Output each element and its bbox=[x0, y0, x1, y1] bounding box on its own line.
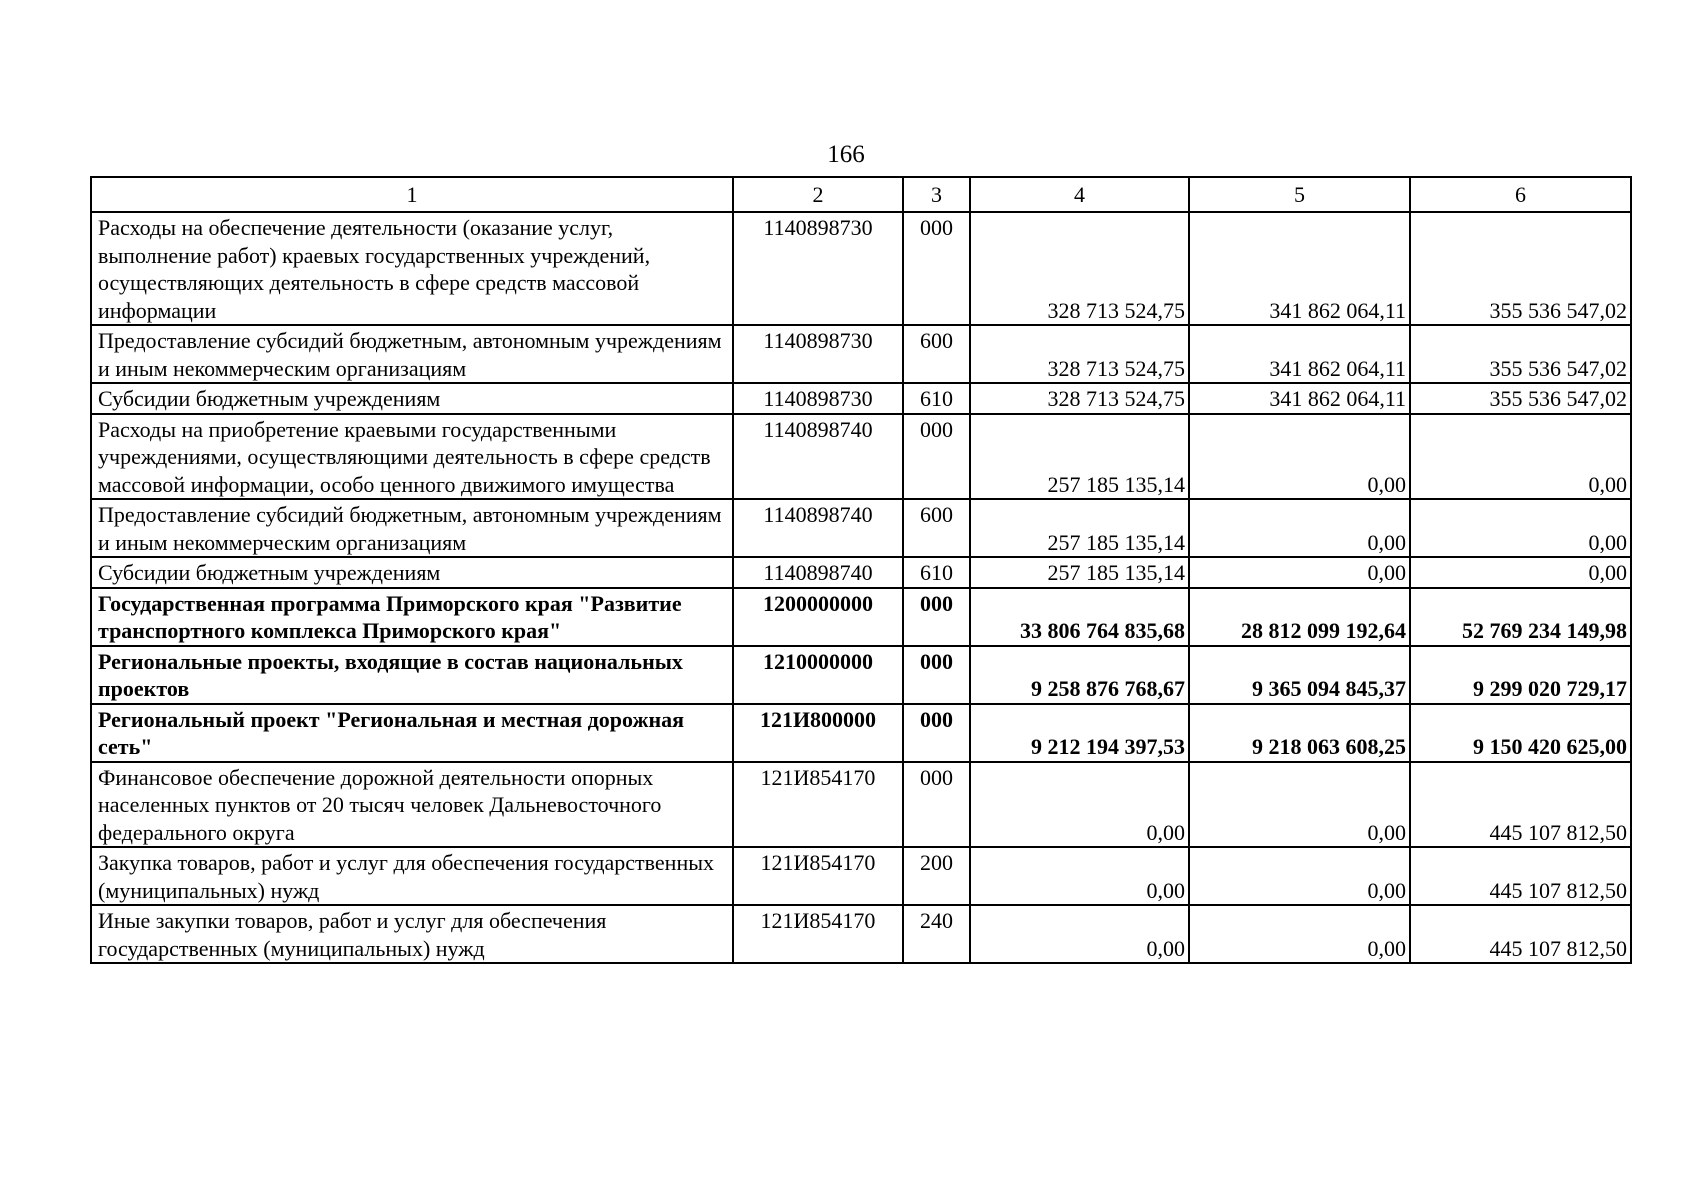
row-name-cell: Финансовое обеспечение дорожной деятельности опорных населенных пунктов от 20 тысяч человек Дальневосточного федерального округа bbox=[91, 762, 733, 848]
row-amount-col6-cell: 52 769 234 149,98 bbox=[1410, 588, 1631, 646]
row-expense-type-cell: 000 bbox=[903, 414, 970, 500]
row-csr-code-cell: 1140898740 bbox=[733, 414, 903, 500]
table-row bbox=[91, 212, 1631, 325]
table-row bbox=[91, 847, 1631, 905]
row-amount-col6-cell: 445 107 812,50 bbox=[1410, 905, 1631, 963]
row-amount-col4-cell: 328 713 524,75 bbox=[970, 212, 1189, 325]
budget-table bbox=[90, 176, 1632, 964]
row-amount-col6-cell: 445 107 812,50 bbox=[1410, 847, 1631, 905]
row-amount-col4-cell: 0,00 bbox=[970, 847, 1189, 905]
row-name-cell: Расходы на приобретение краевыми государственными учреждениями, осуществляющими деятельность в сфере средств массовой информации, особо ценного движимого имущества bbox=[91, 414, 733, 500]
row-name-cell: Иные закупки товаров, работ и услуг для обеспечения государственных (муниципальных) нужд bbox=[91, 905, 733, 963]
row-csr-code-cell: 121И800000 bbox=[733, 704, 903, 762]
row-csr-code-cell: 121И854170 bbox=[733, 905, 903, 963]
row-amount-col5-cell: 9 218 063 608,25 bbox=[1189, 704, 1410, 762]
table-row bbox=[91, 325, 1631, 383]
row-expense-type-cell: 240 bbox=[903, 905, 970, 963]
header-cell-6: 6 bbox=[1410, 177, 1631, 212]
table-row bbox=[91, 414, 1631, 500]
row-amount-col6-cell: 355 536 547,02 bbox=[1410, 325, 1631, 383]
table-body bbox=[91, 177, 1631, 963]
table-row bbox=[91, 557, 1631, 588]
table-row bbox=[91, 383, 1631, 414]
row-name-cell: Государственная программа Приморского края "Развитие транспортного комплекса Приморского края" bbox=[91, 588, 733, 646]
row-name-cell: Расходы на обеспечение деятельности (оказание услуг, выполнение работ) краевых государственных учреждений, осуществляющих деятельность в сфере средств массовой информации bbox=[91, 212, 733, 325]
row-amount-col5-cell: 341 862 064,11 bbox=[1189, 325, 1410, 383]
row-amount-col6-cell: 355 536 547,02 bbox=[1410, 212, 1631, 325]
row-amount-col4-cell: 257 185 135,14 bbox=[970, 499, 1189, 557]
row-expense-type-cell: 000 bbox=[903, 588, 970, 646]
table-row bbox=[91, 646, 1631, 704]
row-amount-col5-cell: 341 862 064,11 bbox=[1189, 383, 1410, 414]
row-amount-col5-cell: 0,00 bbox=[1189, 762, 1410, 848]
row-expense-type-cell: 610 bbox=[903, 557, 970, 588]
row-csr-code-cell: 121И854170 bbox=[733, 847, 903, 905]
row-expense-type-cell: 610 bbox=[903, 383, 970, 414]
row-amount-col4-cell: 328 713 524,75 bbox=[970, 383, 1189, 414]
row-expense-type-cell: 200 bbox=[903, 847, 970, 905]
row-expense-type-cell: 600 bbox=[903, 325, 970, 383]
row-amount-col4-cell: 9 212 194 397,53 bbox=[970, 704, 1189, 762]
row-name-cell: Предоставление субсидий бюджетным, автономным учреждениям и иным некоммерческим организациям bbox=[91, 325, 733, 383]
table-row bbox=[91, 762, 1631, 848]
row-name-cell: Предоставление субсидий бюджетным, автономным учреждениям и иным некоммерческим организациям bbox=[91, 499, 733, 557]
row-csr-code-cell: 1210000000 bbox=[733, 646, 903, 704]
row-amount-col5-cell: 0,00 bbox=[1189, 499, 1410, 557]
row-name-cell: Региональные проекты, входящие в состав национальных проектов bbox=[91, 646, 733, 704]
header-cell-5: 5 bbox=[1189, 177, 1410, 212]
row-amount-col6-cell: 355 536 547,02 bbox=[1410, 383, 1631, 414]
row-csr-code-cell: 1140898730 bbox=[733, 383, 903, 414]
header-row bbox=[91, 177, 1631, 212]
row-amount-col6-cell: 0,00 bbox=[1410, 557, 1631, 588]
row-amount-col4-cell: 257 185 135,14 bbox=[970, 414, 1189, 500]
table-row bbox=[91, 499, 1631, 557]
row-amount-col4-cell: 257 185 135,14 bbox=[970, 557, 1189, 588]
row-expense-type-cell: 000 bbox=[903, 212, 970, 325]
row-amount-col4-cell: 33 806 764 835,68 bbox=[970, 588, 1189, 646]
row-csr-code-cell: 1140898740 bbox=[733, 499, 903, 557]
header-cell-4: 4 bbox=[970, 177, 1189, 212]
row-amount-col6-cell: 9 299 020 729,17 bbox=[1410, 646, 1631, 704]
row-csr-code-cell: 1140898730 bbox=[733, 212, 903, 325]
row-amount-col5-cell: 28 812 099 192,64 bbox=[1189, 588, 1410, 646]
row-name-cell: Субсидии бюджетным учреждениям bbox=[91, 383, 733, 414]
row-amount-col5-cell: 341 862 064,11 bbox=[1189, 212, 1410, 325]
row-amount-col6-cell: 0,00 bbox=[1410, 414, 1631, 500]
row-csr-code-cell: 1140898730 bbox=[733, 325, 903, 383]
table-row bbox=[91, 588, 1631, 646]
row-name-cell: Субсидии бюджетным учреждениям bbox=[91, 557, 733, 588]
row-amount-col5-cell: 9 365 094 845,37 bbox=[1189, 646, 1410, 704]
row-amount-col5-cell: 0,00 bbox=[1189, 557, 1410, 588]
header-cell-2: 2 bbox=[733, 177, 903, 212]
row-expense-type-cell: 000 bbox=[903, 762, 970, 848]
row-name-cell: Закупка товаров, работ и услуг для обеспечения государственных (муниципальных) нужд bbox=[91, 847, 733, 905]
row-expense-type-cell: 000 bbox=[903, 704, 970, 762]
row-amount-col5-cell: 0,00 bbox=[1189, 847, 1410, 905]
row-amount-col6-cell: 0,00 bbox=[1410, 499, 1631, 557]
row-amount-col5-cell: 0,00 bbox=[1189, 414, 1410, 500]
row-amount-col5-cell: 0,00 bbox=[1189, 905, 1410, 963]
table-row bbox=[91, 704, 1631, 762]
row-csr-code-cell: 1140898740 bbox=[733, 557, 903, 588]
row-amount-col4-cell: 328 713 524,75 bbox=[970, 325, 1189, 383]
row-amount-col4-cell: 0,00 bbox=[970, 905, 1189, 963]
row-csr-code-cell: 1200000000 bbox=[733, 588, 903, 646]
row-amount-col4-cell: 0,00 bbox=[970, 762, 1189, 848]
row-csr-code-cell: 121И854170 bbox=[733, 762, 903, 848]
row-expense-type-cell: 600 bbox=[903, 499, 970, 557]
row-amount-col6-cell: 445 107 812,50 bbox=[1410, 762, 1631, 848]
row-amount-col4-cell: 9 258 876 768,67 bbox=[970, 646, 1189, 704]
row-expense-type-cell: 000 bbox=[903, 646, 970, 704]
row-amount-col6-cell: 9 150 420 625,00 bbox=[1410, 704, 1631, 762]
header-cell-3: 3 bbox=[903, 177, 970, 212]
row-name-cell: Региональный проект "Региональная и местная дорожная сеть" bbox=[91, 704, 733, 762]
table-row bbox=[91, 905, 1631, 963]
header-cell-1: 1 bbox=[91, 177, 733, 212]
page-number: 166 bbox=[827, 141, 865, 168]
